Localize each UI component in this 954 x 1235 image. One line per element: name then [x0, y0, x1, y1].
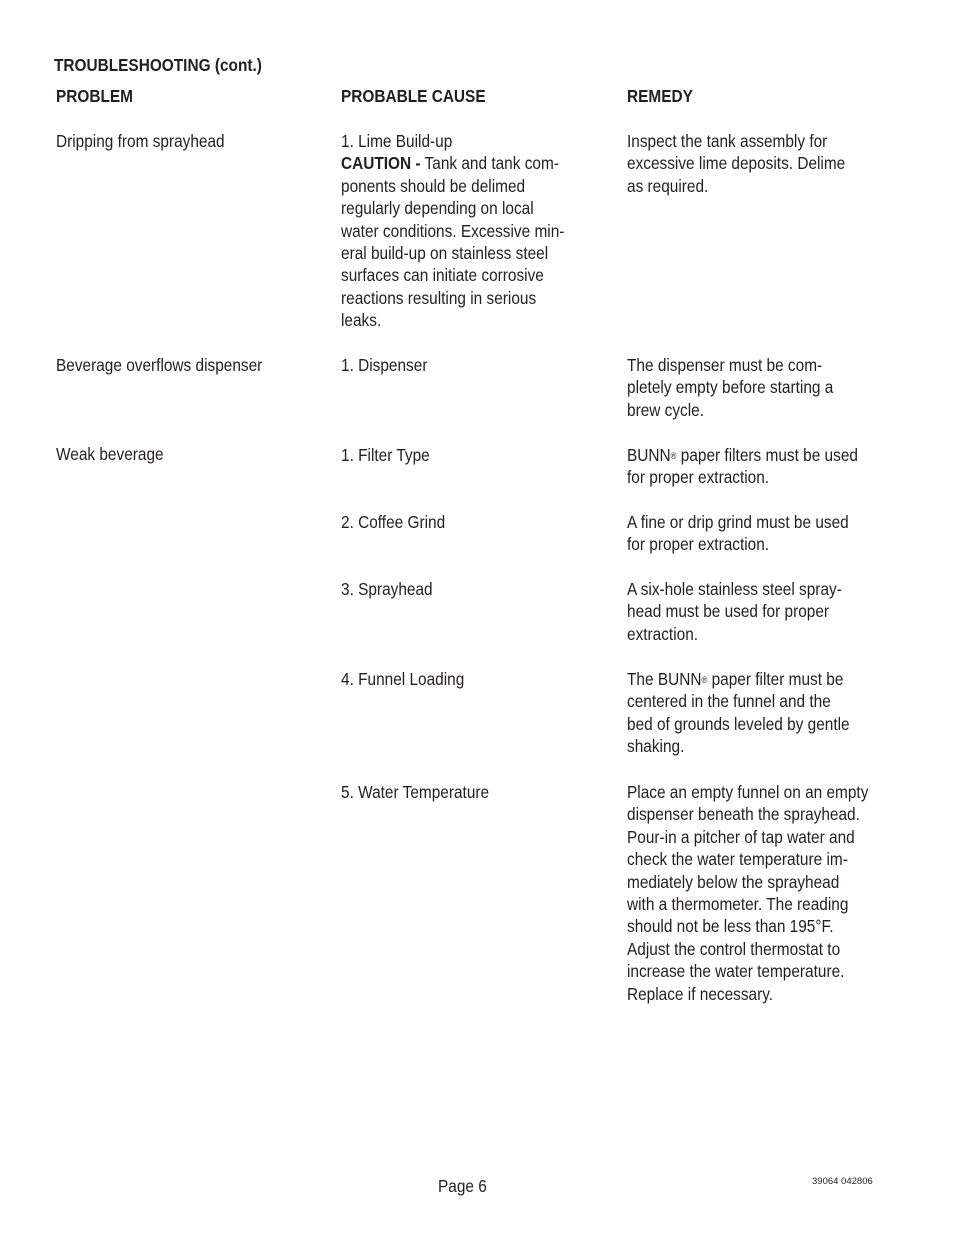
remedy-line: brew cycle. — [627, 399, 705, 420]
remedy-line — [627, 668, 870, 690]
remedy-line: Pour-in a pitcher of tap water and — [627, 826, 855, 847]
remedy-text: The BUNN — [627, 669, 702, 689]
remedy-line: increase the water temperature. — [627, 961, 845, 982]
registered-mark: ® — [670, 451, 677, 461]
remedy-line: mediately below the sprayhead — [627, 871, 840, 892]
cause-title: 1. Lime Build-up — [341, 131, 453, 151]
remedy-line: Inspect the tank assembly for — [627, 131, 828, 151]
cause-lime-buildup — [341, 130, 587, 332]
remedy-line: with a thermometer. The reading — [627, 894, 849, 915]
remedy-line: check the water temperature im- — [627, 849, 848, 870]
caution-text: regularly depending on local — [341, 198, 534, 219]
problem-weak-beverage: Weak beverage — [56, 444, 164, 464]
remedy-line: A six-hole stainless steel spray- — [627, 579, 842, 599]
page-number: Page 6 — [438, 1176, 487, 1196]
remedy-line: as required. — [627, 175, 709, 196]
remedy-line: extraction. — [627, 623, 699, 644]
registered-mark: ® — [701, 675, 708, 685]
remedy-filter-type — [627, 444, 870, 489]
cause-dispenser: 1. Dispenser — [341, 355, 428, 375]
caution-text: Tank and tank com- — [420, 153, 559, 174]
remedy-line: bed of grounds leveled by gentle — [627, 713, 850, 734]
caution-first-line — [341, 152, 587, 174]
problem-dripping: Dripping from sprayhead — [56, 131, 225, 151]
cause-filter-type: 1. Filter Type — [341, 445, 430, 465]
remedy-line: pletely empty before starting a — [627, 377, 834, 398]
remedy-line: centered in the funnel and the — [627, 691, 831, 712]
remedy-water-temperature — [627, 781, 870, 1005]
problem-overflow: Beverage overflows dispenser — [56, 355, 263, 375]
remedy-line: shaking. — [627, 736, 685, 757]
remedy-line — [627, 444, 870, 466]
caution-text: reactions resulting in serious — [341, 287, 537, 308]
remedy-line: The dispenser must be com- — [627, 355, 823, 375]
remedy-line: should not be less than 195°F. — [627, 916, 834, 937]
cause-sprayhead: 3. Sprayhead — [341, 579, 433, 599]
cause-coffee-grind: 2. Coffee Grind — [341, 512, 446, 532]
caution-text: ponents should be delimed — [341, 175, 526, 196]
remedy-line: Place an empty funnel on an empty — [627, 782, 869, 802]
document-code: 39064 042806 — [812, 1176, 873, 1187]
problem-column-header: PROBLEM — [56, 86, 133, 106]
remedy-line: for proper extraction. — [627, 467, 770, 488]
remedy-line: Replace if necessary. — [627, 983, 774, 1004]
remedy-text: paper filters must be used — [676, 445, 858, 465]
brand-name: BUNN — [627, 445, 671, 465]
remedy-line: excessive lime deposits. Delime — [627, 153, 846, 174]
caution-text: leaks. — [341, 310, 382, 331]
cause-funnel-loading: 4. Funnel Loading — [341, 669, 465, 689]
remedy-line: for proper extraction. — [627, 534, 770, 555]
cause-column-header: PROBABLE CAUSE — [341, 86, 486, 106]
remedy-lime-buildup — [627, 130, 870, 197]
remedy-column-header: REMEDY — [627, 86, 693, 106]
caution-text: eral build-up on stainless steel — [341, 243, 549, 264]
remedy-sprayhead — [627, 578, 870, 645]
cause-water-temperature: 5. Water Temperature — [341, 782, 490, 802]
remedy-line: head must be used for proper — [627, 601, 830, 622]
remedy-coffee-grind — [627, 511, 870, 556]
remedy-funnel-loading — [627, 668, 870, 758]
caution-label: CAUTION - — [341, 153, 421, 174]
section-title: TROUBLESHOOTING (cont.) — [54, 55, 262, 75]
remedy-dispenser — [627, 354, 870, 421]
caution-text: water conditions. Excessive min- — [341, 220, 565, 241]
remedy-text: paper filter must be — [707, 669, 844, 689]
remedy-line: dispenser beneath the sprayhead. — [627, 804, 860, 825]
caution-text: surfaces can initiate corrosive — [341, 265, 544, 286]
remedy-line: A fine or drip grind must be used — [627, 512, 849, 532]
remedy-line: Adjust the control thermostat to — [627, 938, 841, 959]
